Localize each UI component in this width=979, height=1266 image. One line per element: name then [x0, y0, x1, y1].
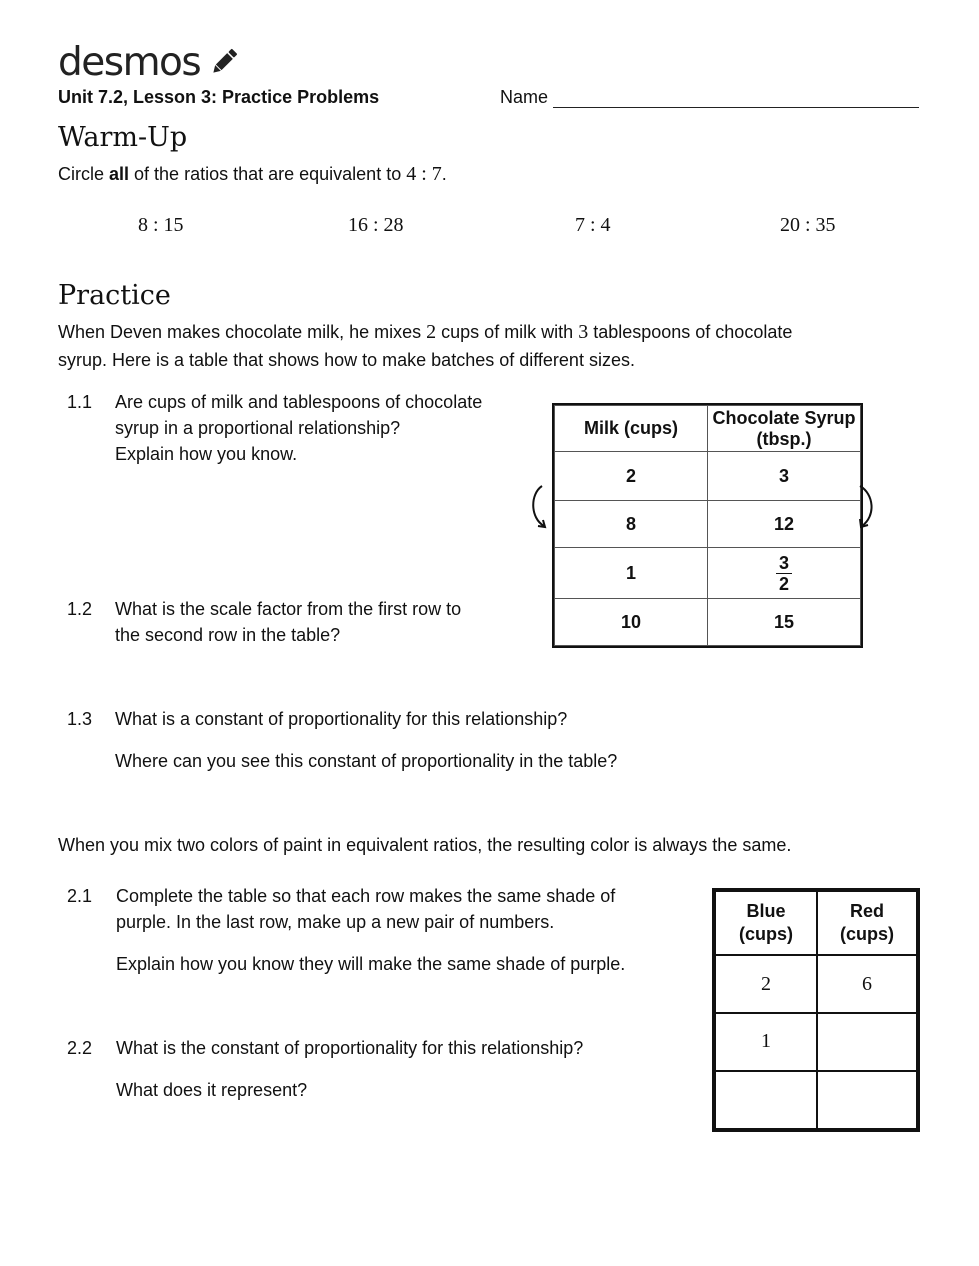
q2-1-explain: Explain how you know they will make the same shade of purple.: [116, 954, 626, 974]
header-line: Chocolate Syrup: [712, 407, 856, 428]
milk-cell: 1: [555, 548, 708, 599]
ratio-option-4[interactable]: 20 : 35: [780, 214, 836, 236]
fraction: [776, 554, 792, 593]
table-row: [555, 452, 861, 501]
q1-3-line2: Where can you see this constant of proportionality in the table?: [115, 751, 618, 771]
prompt-text: of the ratios that are equivalent to: [129, 164, 407, 184]
ratio-option-3[interactable]: 7 : 4: [575, 214, 611, 236]
q2-2-line1: What is the constant of proportionality for this relationship?: [116, 1038, 584, 1058]
table-header-milk: Milk (cups): [555, 406, 708, 452]
header-line: (cups): [840, 924, 894, 944]
logo-text: desmos: [58, 40, 201, 85]
ratio-option-1[interactable]: 8 : 15: [138, 214, 184, 236]
fraction-numerator: 3: [778, 553, 789, 573]
table-row: [715, 955, 917, 1013]
milk-cell: 10: [555, 599, 708, 646]
q2-1-line: Complete the table so that each row makes the same shade of: [116, 886, 616, 906]
practice-intro-line1: [58, 318, 792, 346]
prompt-end: .: [441, 164, 447, 184]
table-row: [555, 501, 861, 548]
red-cell-blank[interactable]: [817, 1013, 917, 1071]
fraction-denominator: 2: [778, 574, 789, 594]
q1-1-line: syrup in a proportional relationship?: [115, 418, 401, 438]
header-line: (tbsp.): [756, 428, 812, 449]
warmup-prompt: [58, 160, 447, 188]
milk-cell: 8: [555, 501, 708, 548]
table-row: [715, 1013, 917, 1071]
table-row: [555, 599, 861, 646]
header-line: Red: [849, 901, 884, 921]
header-line: Blue: [746, 901, 786, 921]
syrup-cell: [708, 548, 861, 599]
blue-cell: 2: [715, 955, 817, 1013]
pencil-icon: [208, 46, 240, 83]
prompt-bold: all: [109, 164, 130, 184]
practice-intro-line2: syrup. Here is a table that shows how to make batches of different sizes.: [58, 350, 635, 370]
intro-number: 3: [578, 321, 589, 343]
milk-syrup-table: [552, 403, 863, 648]
blue-cell: 1: [715, 1013, 817, 1071]
q1-1-line: Are cups of milk and tablespoons of chocolate: [115, 392, 483, 412]
blue-cell-blank[interactable]: [715, 1071, 817, 1129]
unit-title: Unit 7.2, Lesson 3: Practice Problems: [58, 87, 380, 107]
table-header-red: [817, 891, 917, 955]
red-cell: 6: [817, 955, 917, 1013]
right-curved-arrow-icon: [856, 482, 880, 532]
q1-3-line1: What is a constant of proportionality for this relationship?: [115, 709, 568, 729]
name-label: Name: [500, 87, 549, 107]
table-row: [555, 548, 861, 599]
name-blank[interactable]: [553, 89, 919, 108]
q2-1-number: 2.1: [67, 886, 93, 906]
table-header-blue: [715, 891, 817, 955]
q1-3-number: 1.3: [67, 709, 93, 729]
practice-heading: Practice: [58, 280, 171, 311]
header-line: (cups): [739, 924, 793, 944]
q1-1-text: [115, 389, 482, 467]
q1-2-line: What is the scale factor from the first row to: [115, 599, 462, 619]
table-header-syrup: [708, 406, 861, 452]
target-ratio: 4 : 7: [406, 163, 442, 185]
q1-1-line: Explain how you know.: [115, 444, 298, 464]
intro-text: cups of milk with: [436, 322, 579, 342]
intro-text: When Deven makes chocolate milk, he mixes: [58, 322, 427, 342]
q1-2-line: the second row in the table?: [115, 625, 341, 645]
intro-number: 2: [426, 321, 437, 343]
desmos-logo: [58, 42, 240, 83]
q2-1-line: purple. In the last row, make up a new pair of numbers.: [116, 912, 555, 932]
q1-2-text: [115, 596, 461, 648]
syrup-cell: 12: [708, 501, 861, 548]
q2-1-text: [116, 883, 615, 935]
q1-1-number: 1.1: [67, 392, 93, 412]
left-curved-arrow-icon: [528, 482, 552, 532]
milk-cell: 2: [555, 452, 708, 501]
paint-intro: When you mix two colors of paint in equivalent ratios, the resulting color is always the same.: [58, 835, 792, 855]
paint-table: [712, 888, 920, 1132]
syrup-cell: 3: [708, 452, 861, 501]
intro-text: tablespoons of chocolate: [588, 322, 793, 342]
name-field[interactable]: [500, 87, 919, 108]
table-row: [715, 1071, 917, 1129]
q2-2-line2: What does it represent?: [116, 1080, 308, 1100]
red-cell-blank[interactable]: [817, 1071, 917, 1129]
prompt-text: Circle: [58, 164, 110, 184]
syrup-cell: 15: [708, 599, 861, 646]
warmup-heading: Warm-Up: [58, 122, 188, 153]
q1-2-number: 1.2: [67, 599, 93, 619]
ratio-option-2[interactable]: 16 : 28: [348, 214, 404, 236]
q2-2-number: 2.2: [67, 1038, 93, 1058]
